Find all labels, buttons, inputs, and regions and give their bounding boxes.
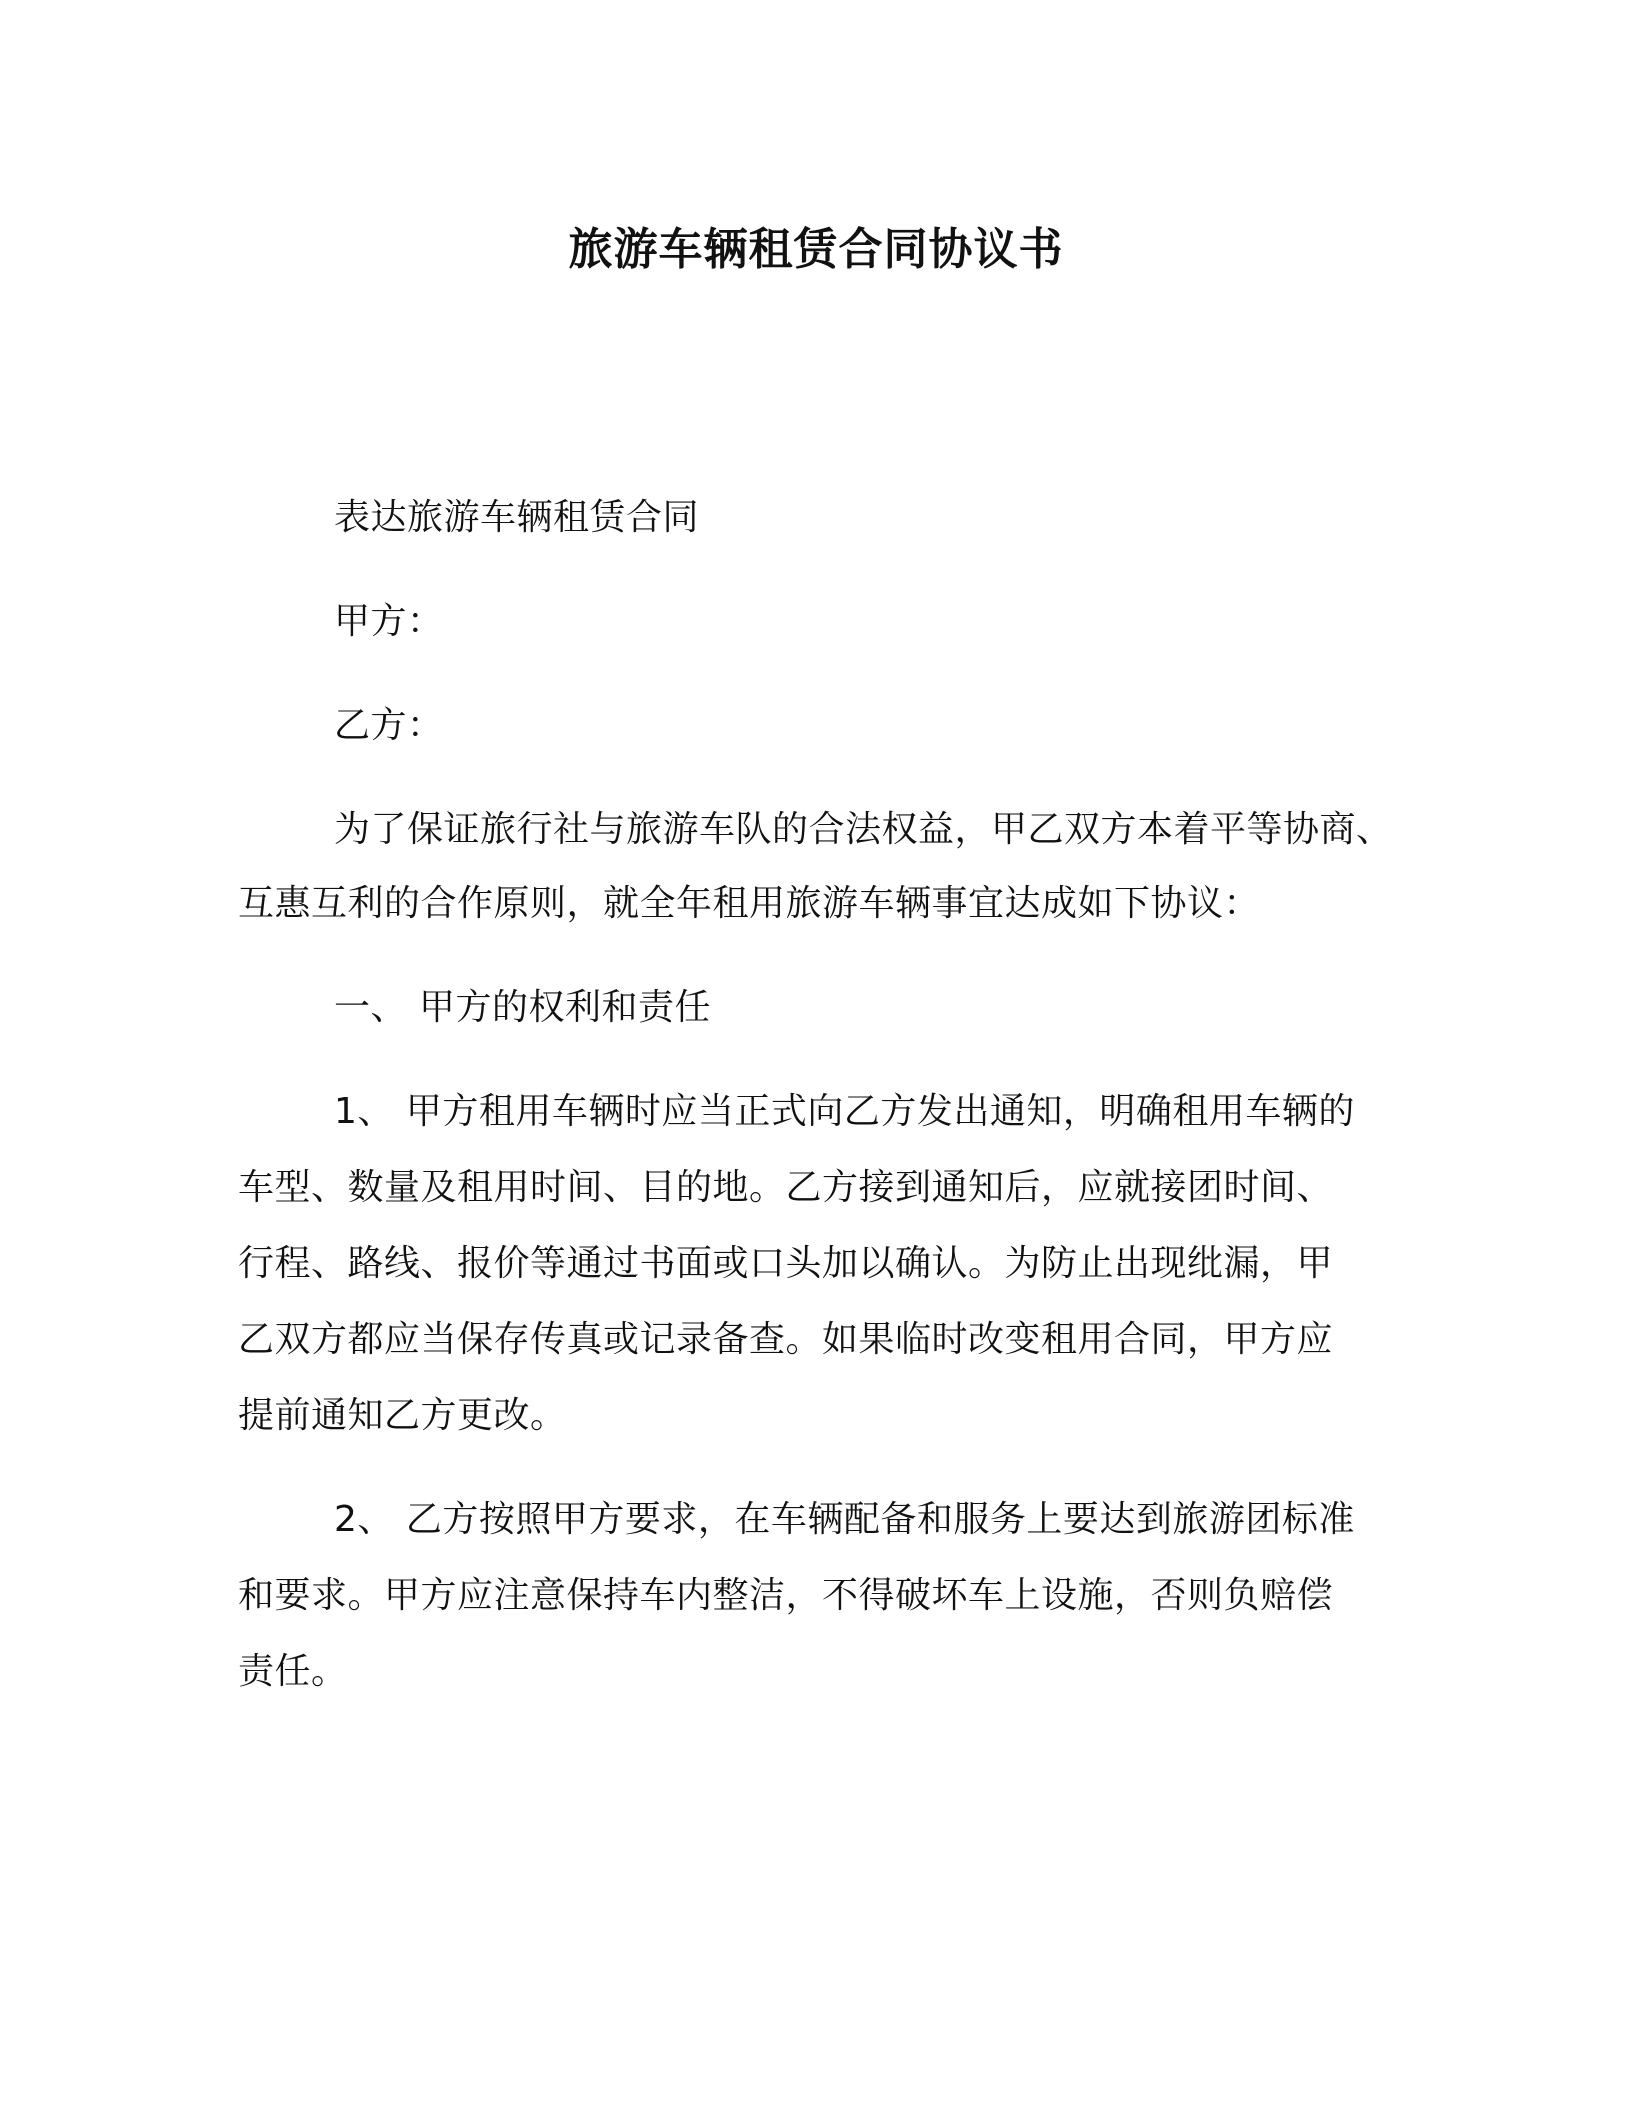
document-subtitle: 表达旅游车辆租赁合同 xyxy=(334,497,700,538)
document-title: 旅游车辆租赁合同协议书 xyxy=(568,224,1064,275)
clause-1-line-4: 乙双方都应当保存传真或记录备查。如果临时改变租用合同，甲方应 xyxy=(238,1319,1334,1360)
clause-2-line-3: 责任。 xyxy=(238,1651,348,1692)
party-a-label: 甲方： xyxy=(334,601,444,642)
intro-line-2: 互惠互利的合作原则，就全年租用旅游车辆事宜达成如下协议： xyxy=(238,883,1261,924)
clause-2-line-2: 和要求。甲方应注意保持车内整洁，不得破坏车上设施，否则负赔偿 xyxy=(238,1575,1334,1616)
clause-1-line-1: 1、 甲方租用车辆时应当正式向乙方发出通知，明确租用车辆的 xyxy=(334,1091,1355,1132)
clause-2-line-1: 2、 乙方按照甲方要求，在车辆配备和服务上要达到旅游团标准 xyxy=(334,1499,1355,1540)
intro-line-1: 为了保证旅行社与旅游车队的合法权益，甲乙双方本着平等协商、 xyxy=(334,809,1393,850)
section-heading: 一、 甲方的权利和责任 xyxy=(334,987,711,1028)
clause-1-line-3: 行程、路线、报价等通过书面或口头加以确认。为防止出现纰漏，甲 xyxy=(238,1243,1334,1284)
clause-1-line-5: 提前通知乙方更改。 xyxy=(238,1395,567,1436)
clause-1-line-2: 车型、数量及租用时间、目的地。乙方接到通知后，应就接团时间、 xyxy=(238,1167,1334,1208)
party-b-label: 乙方： xyxy=(334,705,444,746)
